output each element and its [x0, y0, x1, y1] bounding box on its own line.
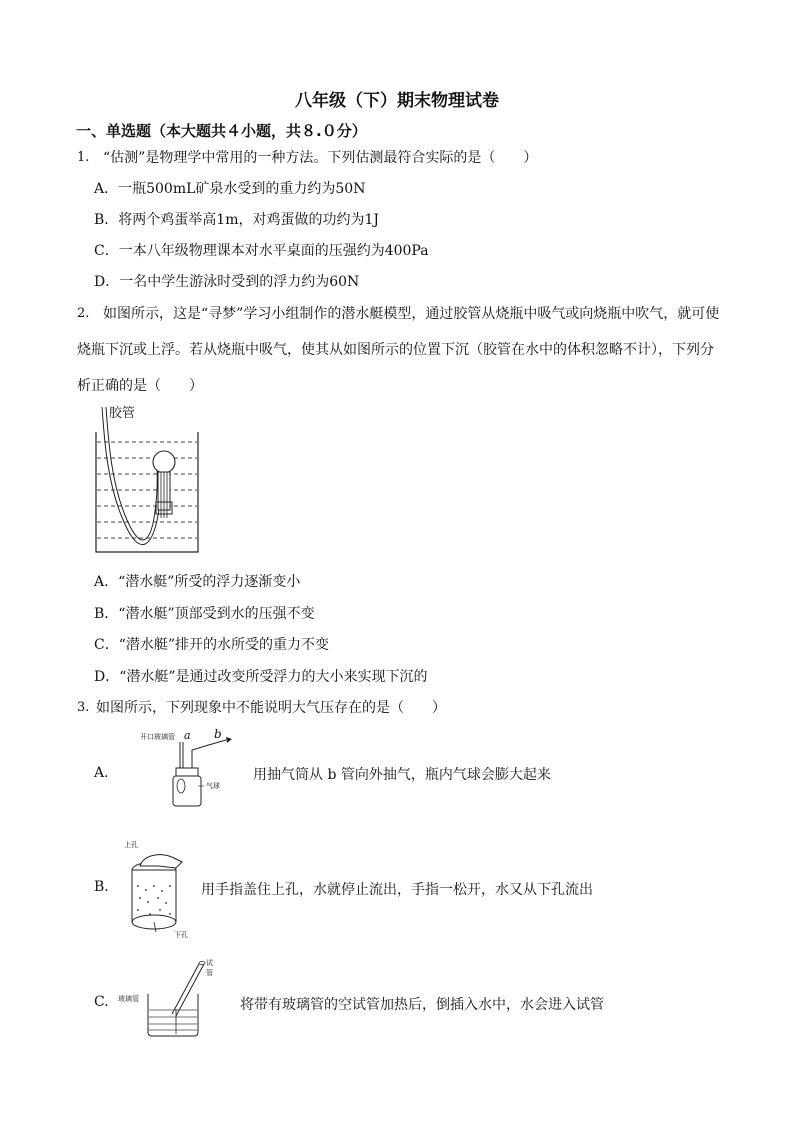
q1-option-d: D．一名中学生游泳时受到的浮力约为60N: [94, 274, 360, 290]
test-tube-label: 试管: [206, 959, 213, 977]
question-number-3: 3.: [77, 700, 90, 715]
top-hole-label: 上孔: [124, 841, 138, 849]
q3-option-a-label: A.: [94, 765, 109, 781]
question-3-stem: 如图所示，下列现象中不能说明大气压存在的是（ ）: [96, 700, 446, 716]
bottle-balloon-figure: [140, 728, 250, 808]
question-2-stem-line3: 析正确的是（ ）: [77, 378, 203, 394]
bottom-hole-label: 下孔: [174, 931, 188, 939]
q1-option-c: C．一本八年级物理课本对水平桌面的压强约为400Pa: [94, 243, 429, 259]
open-tube-label: 开口玻璃管: [140, 733, 175, 741]
q2-option-b: B．“潜水艇”顶部受到水的压强不变: [94, 606, 315, 622]
q2-option-d: D．“潜水艇”是通过改变所受浮力的大小来实现下沉的: [94, 669, 428, 685]
q2-option-a: A．“潜水艇”所受的浮力逐渐变小: [94, 574, 301, 590]
tube-b-label: b: [214, 727, 222, 741]
q3-option-b-label: B.: [94, 879, 109, 895]
hose-label: 胶管: [109, 406, 136, 421]
tube-a-label: a: [184, 729, 191, 742]
test-tube-figure: [118, 954, 218, 1038]
question-number-1: 1.: [77, 150, 90, 165]
q3-option-a-text: 用抽气筒从 b 管向外抽气，瓶内气球会膨大起来: [253, 767, 551, 783]
q1-option-a: A．一瓶500mL矿泉水受到的重力约为50N: [94, 181, 366, 197]
submarine-diagram: [94, 402, 204, 554]
question-number-2: 2.: [77, 306, 90, 321]
question-2-stem-line1: 如图所示，这是“寻梦”学习小组制作的潜水艇模型，通过胶管从烧瓶中吸气或向烧瓶中吹气，就可使: [103, 306, 720, 322]
submarine-model-figure: [94, 402, 204, 554]
balloon-label: 气球: [206, 782, 220, 790]
q3-option-b-text: 用手指盖住上孔，水就停止流出，手指一松开，水又从下孔流出: [201, 882, 593, 898]
q2-option-c: C．“潜水艇”排开的水所受的重力不变: [94, 637, 330, 653]
q3-option-c-text: 将带有玻璃管的空试管加热后，倒插入水中，水会进入试管: [240, 997, 604, 1013]
question-2-stem-line2: 烧瓶下沉或上浮。若从烧瓶中吸气，使其从如图所示的位置下沉（胶管在水中的体积忽略不计），下列分: [77, 342, 714, 358]
question-1-stem: “估测”是物理学中常用的一种方法。下列估测最符合实际的是（ ）: [103, 150, 538, 166]
can-holes-diagram: [118, 836, 198, 940]
q3-option-c-label: C.: [94, 994, 109, 1010]
exam-title: 八年级（下）期末物理试卷: [295, 91, 499, 111]
glass-tube-label: 玻璃管: [118, 995, 139, 1003]
section-heading: 一、单选题（本大题共４小题，共８.０分）: [76, 122, 367, 140]
q1-option-b: B．将两个鸡蛋举高1m，对鸡蛋做的功约为1J: [94, 212, 379, 228]
can-holes-figure: [118, 836, 198, 940]
